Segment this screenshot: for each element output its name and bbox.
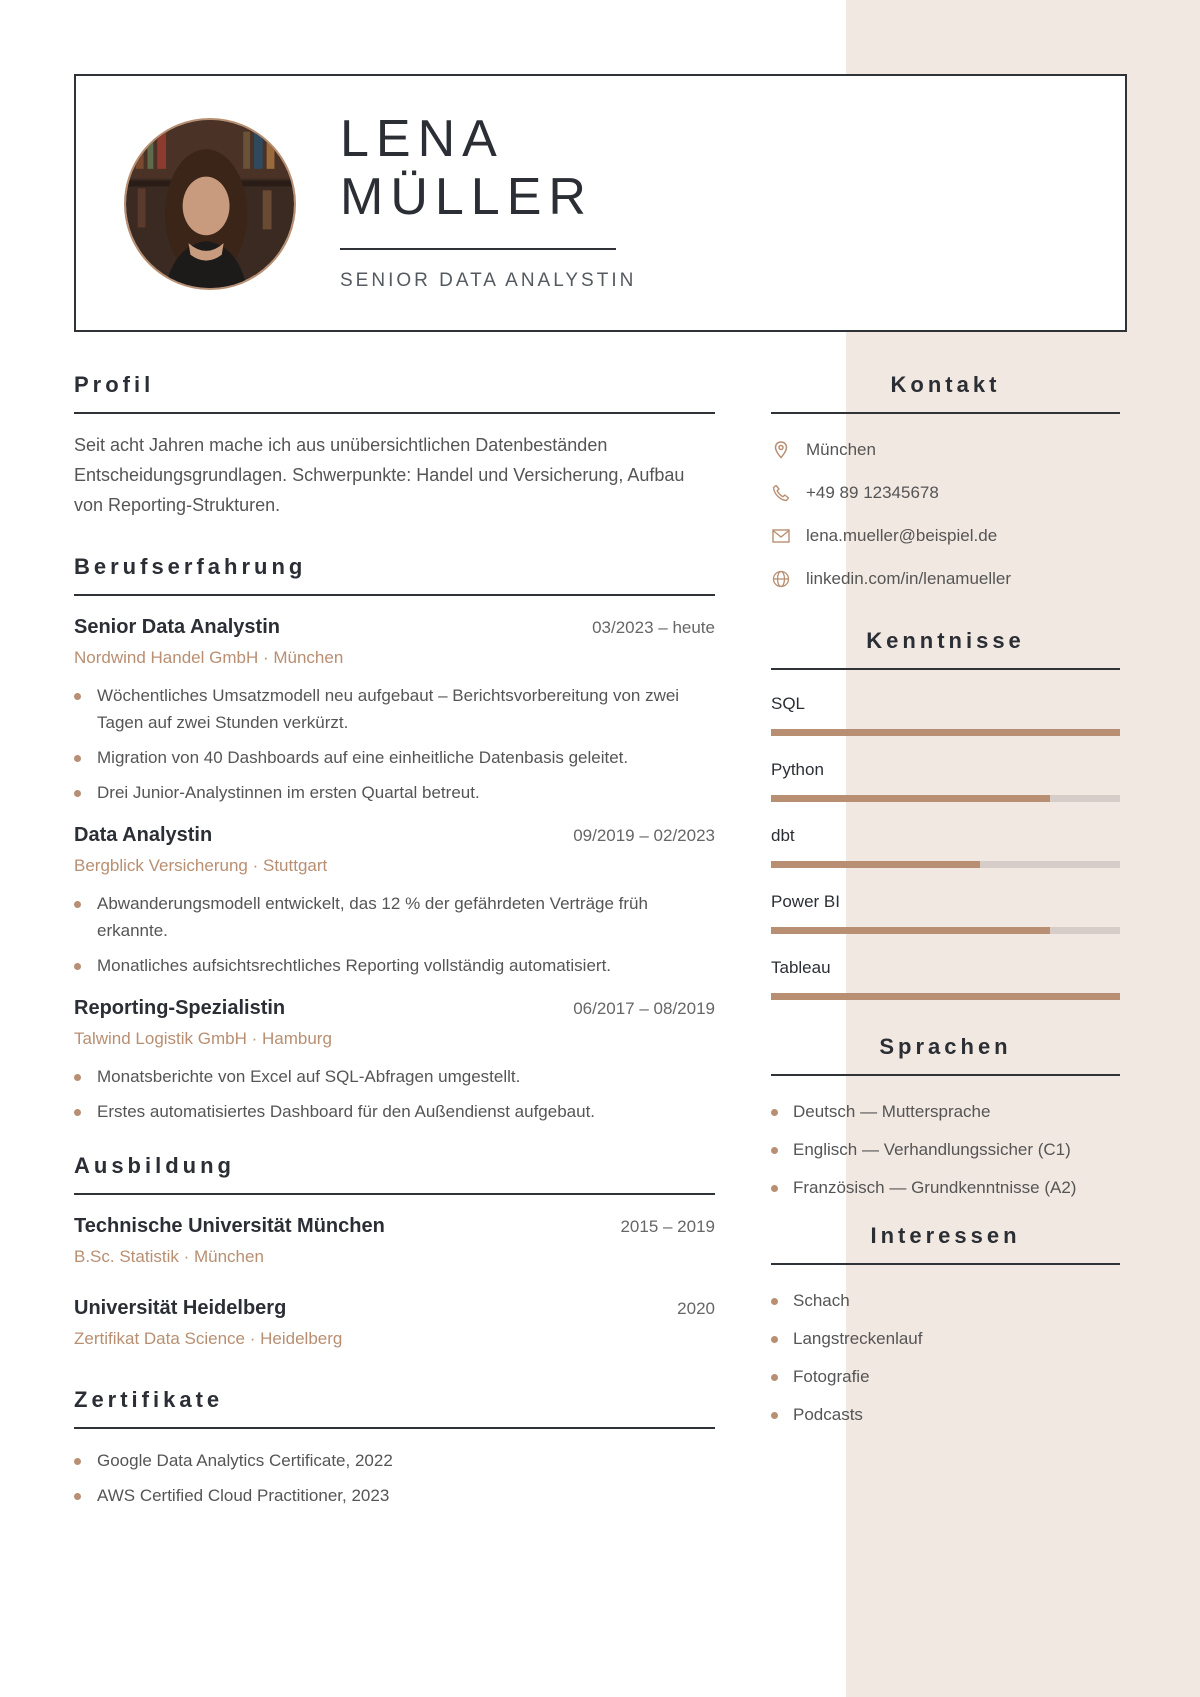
profile-section [74, 372, 715, 520]
skill-item [771, 694, 1120, 736]
resume-header [74, 74, 1127, 332]
mail-icon [771, 526, 791, 546]
skill-bar [771, 993, 1120, 1000]
skill-bar-fill [771, 993, 1120, 1000]
person-name [340, 110, 593, 226]
job-role: Senior Data Analystin [74, 616, 280, 638]
skill-item [771, 892, 1120, 934]
skill-bar-fill [771, 861, 980, 868]
avatar [124, 118, 296, 290]
job-role: Reporting-Spezialistin [74, 997, 286, 1019]
list-item: Wöchentliches Umsatzmodell neu aufgebaut – Berichtsvorbereitung von zwei Tagen auf zwei Stunden verkürzt. [74, 682, 715, 736]
list-item: Französisch — Grundkenntnisse (A2) [771, 1174, 1120, 1201]
list-item: Podcasts [771, 1401, 1120, 1428]
section-heading-languages: Sprachen [771, 1034, 1120, 1076]
job-bullets [74, 890, 715, 979]
map-pin-icon [771, 440, 791, 460]
education-entry [74, 1297, 715, 1349]
contact-text[interactable]: lena.mueller@beispiel.de [806, 525, 998, 545]
list-item: Englisch — Verhandlungssicher (C1) [771, 1136, 1120, 1163]
job-role: Data Analystin [74, 824, 213, 846]
experience-section [74, 554, 715, 1125]
education-entry [74, 1215, 715, 1267]
languages-section [771, 1034, 1120, 1201]
contact-website[interactable] [771, 557, 1120, 600]
skill-bar-fill [771, 729, 1120, 736]
phone-icon [771, 483, 791, 503]
list-item: Langstreckenlauf [771, 1325, 1120, 1352]
skill-bar [771, 729, 1120, 736]
skill-bar-fill [771, 927, 1050, 934]
profile-text: Seit acht Jahren mache ich aus unübersichtlichen Datenbeständen Entscheidungsgrundlagen. Schwerpunkte: Handel und Versicherung, Aufbau von Reporting-Strukturen. [74, 435, 685, 515]
globe-icon [771, 569, 791, 589]
job-entry [74, 616, 715, 806]
first-name: LENA [340, 110, 504, 168]
skill-name: dbt [771, 826, 795, 845]
section-heading-interests: Interessen [771, 1223, 1120, 1265]
list-item: Drei Junior-Analystinnen im ersten Quartal betreut. [74, 779, 715, 806]
list-item: Monatsberichte von Excel auf SQL-Abfragen umgestellt. [74, 1063, 715, 1090]
skills-section [771, 628, 1120, 1000]
degree: Zertifikat Data Science · Heidelberg [74, 1329, 343, 1348]
contact-text[interactable]: linkedin.com/in/lenamueller [806, 568, 1012, 588]
skill-name: SQL [771, 694, 806, 713]
section-heading-contact: Kontakt [771, 372, 1120, 414]
job-entry [74, 824, 715, 979]
skill-name: Power BI [771, 892, 840, 911]
contact-email[interactable] [771, 514, 1120, 557]
section-heading-skills: Kenntnisse [771, 628, 1120, 670]
list-item: Deutsch — Muttersprache [771, 1098, 1120, 1125]
contact-section [771, 372, 1120, 600]
skill-name: Tableau [771, 958, 831, 977]
job-organization: Bergblick Versicherung · Stuttgart [74, 856, 328, 875]
education-date: 2020 [677, 1299, 715, 1318]
contact-list [771, 428, 1120, 600]
interests-section [771, 1223, 1120, 1428]
list-item: Monatliches aufsichtsrechtliches Reporting vollständig automatisiert. [74, 952, 715, 979]
contact-text: München [806, 439, 876, 459]
profile-photo [126, 120, 294, 288]
contact-phone[interactable] [771, 471, 1120, 514]
sidebar [771, 372, 1120, 1439]
skill-bar-fill [771, 795, 1050, 802]
section-heading-experience: Berufserfahrung [74, 554, 715, 596]
main-column [74, 372, 715, 1517]
job-date: 03/2023 – heute [592, 618, 715, 637]
education-section [74, 1153, 715, 1349]
list-item: Migration von 40 Dashboards auf eine einheitliche Datenbasis geleitet. [74, 744, 715, 771]
job-bullets [74, 1063, 715, 1125]
skill-bar [771, 861, 1120, 868]
school-name: Universität Heidelberg [74, 1297, 287, 1319]
job-organization: Talwind Logistik GmbH · Hamburg [74, 1029, 332, 1048]
list-item: AWS Certified Cloud Practitioner, 2023 [74, 1482, 715, 1509]
certificate-list [74, 1447, 715, 1509]
list-item: Google Data Analytics Certificate, 2022 [74, 1447, 715, 1474]
contact-location [771, 428, 1120, 471]
education-date: 2015 – 2019 [620, 1217, 715, 1236]
skill-bar [771, 795, 1120, 802]
section-heading-certificates: Zertifikate [74, 1387, 715, 1429]
list-item: Schach [771, 1287, 1120, 1314]
job-entry [74, 997, 715, 1125]
last-name: MÜLLER [340, 168, 593, 226]
job-bullets [74, 682, 715, 806]
job-organization: Nordwind Handel GmbH · München [74, 648, 344, 667]
list-item: Abwanderungsmodell entwickelt, das 12 % der gefährdeten Verträge früh erkannte. [74, 890, 715, 944]
section-heading-profile: Profil [74, 372, 715, 414]
name-divider [340, 248, 616, 250]
skill-item [771, 760, 1120, 802]
contact-text[interactable]: +49 89 12345678 [806, 482, 939, 502]
skill-name: Python [771, 760, 824, 779]
list-item: Erstes automatisiertes Dashboard für den Außendienst aufgebaut. [74, 1098, 715, 1125]
job-date: 09/2019 – 02/2023 [573, 826, 715, 845]
degree: B.Sc. Statistik · München [74, 1247, 264, 1266]
job-title: SENIOR DATA ANALYSTIN [340, 270, 637, 291]
section-heading-education: Ausbildung [74, 1153, 715, 1195]
school-name: Technische Universität München [74, 1215, 385, 1237]
list-item: Fotografie [771, 1363, 1120, 1390]
skill-item [771, 826, 1120, 868]
skill-item [771, 958, 1120, 1000]
certificates-section [74, 1387, 715, 1509]
language-list [771, 1098, 1120, 1201]
interest-list [771, 1287, 1120, 1428]
skill-bar [771, 927, 1120, 934]
job-date: 06/2017 – 08/2019 [573, 999, 715, 1018]
